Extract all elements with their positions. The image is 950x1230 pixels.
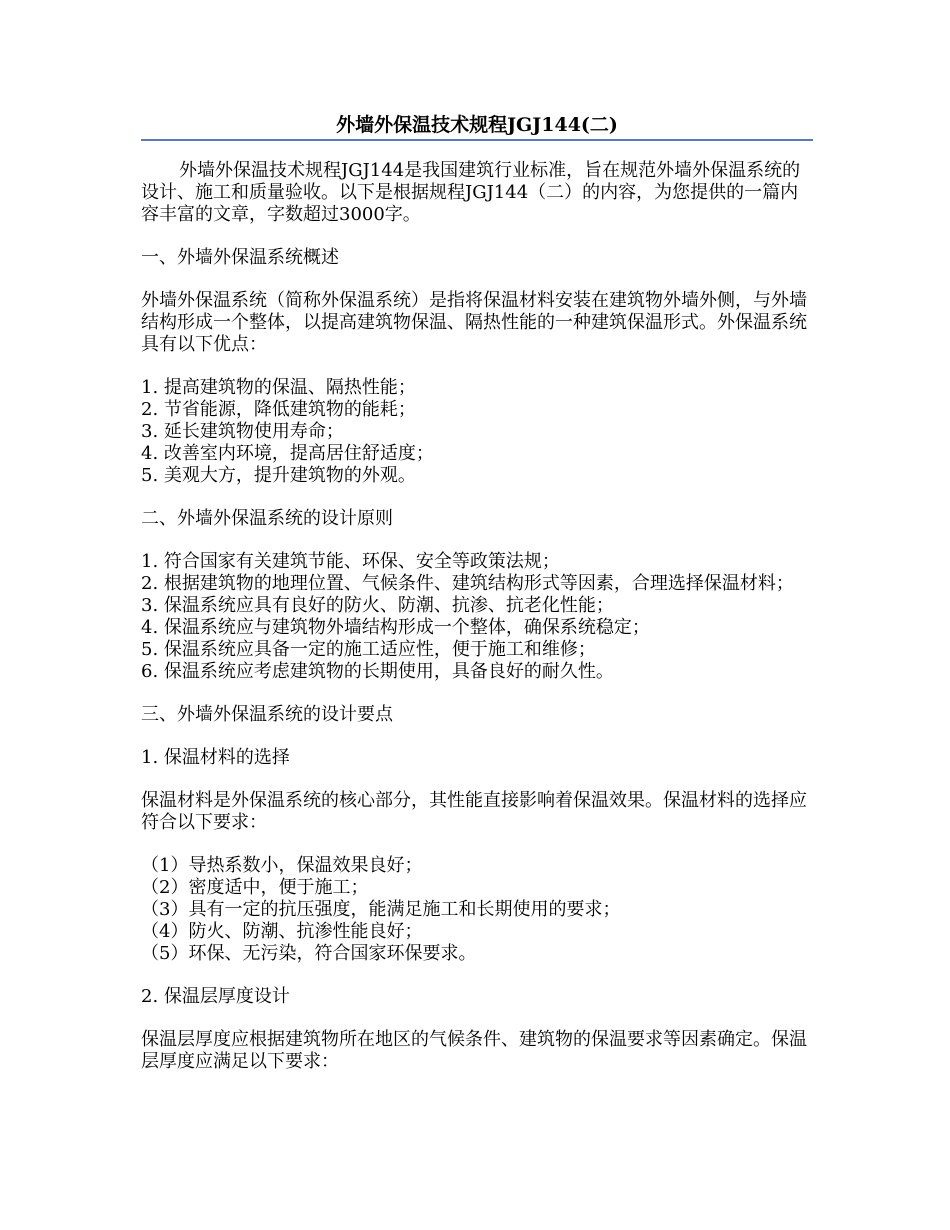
- subsection-1-heading: 1. 保温材料的选择: [141, 747, 290, 768]
- list-item: 1. 符合国家有关建筑节能、环保、安全等政策法规；: [141, 551, 560, 572]
- section-3-heading: 三、外墙外保温系统的设计要点: [141, 704, 393, 725]
- list-item: 2. 节省能源，降低建筑物的能耗；: [141, 399, 416, 420]
- list-item: 5. 美观大方，提升建筑物的外观。: [141, 465, 416, 486]
- list-item: （1）导热系数小，保温效果良好；: [141, 855, 423, 876]
- list-item: 5. 保温系统应具备一定的施工适应性，便于施工和维修；: [141, 639, 596, 660]
- section-1-heading: 一、外墙外保温系统概述: [141, 247, 339, 268]
- section-2-list: [141, 551, 813, 683]
- list-item: 2. 根据建筑物的地理位置、气候条件、建筑结构形式等因素，合理选择保温材料；: [141, 573, 794, 594]
- section-2-heading: 二、外墙外保温系统的设计原则: [141, 508, 393, 529]
- intro-paragraph: 外墙外保温技术规程JGJ144是我国建筑行业标准，旨在规范外墙外保温系统的设计、施工和质量验收。以下是根据规程JGJ144（二）的内容，为您提供的一篇内容丰富的文章，字数超过3000字。: [141, 160, 801, 225]
- list-item: 4. 保温系统应与建筑物外墙结构形成一个整体，确保系统稳定；: [141, 617, 650, 638]
- list-item: 6. 保温系统应考虑建筑物的长期使用，具备良好的耐久性。: [141, 661, 614, 682]
- section-1-paragraph: 外墙外保温系统（简称外保温系统）是指将保温材料安装在建筑物外墙外侧，与外墙结构形成一个整体，以提高建筑物保温、隔热性能的一种建筑保温形式。外保温系统具有以下优点：: [141, 290, 807, 355]
- subsection-2-paragraph: 保温层厚度应根据建筑物所在地区的气候条件、建筑物的保温要求等因素确定。保温层厚度应满足以下要求：: [141, 1029, 807, 1072]
- list-item: 4. 改善室内环境，提高居住舒适度；: [141, 443, 434, 464]
- subsection-2-heading: 2. 保温层厚度设计: [141, 986, 290, 1007]
- list-item: 3. 保温系统应具有良好的防火、防潮、抗渗、抗老化性能；: [141, 595, 614, 616]
- title-underline: [141, 139, 813, 141]
- document-title: 外墙外保温技术规程JGJ144(二): [336, 114, 618, 136]
- section-1-list: [141, 377, 813, 487]
- list-item: （3）具有一定的抗压强度，能满足施工和长期使用的要求；: [141, 899, 621, 920]
- list-item: （5）环保、无污染，符合国家环保要求。: [141, 943, 477, 964]
- subsection-1-list: [141, 855, 813, 965]
- list-item: （4）防火、防潮、抗渗性能良好；: [141, 921, 423, 942]
- list-item: 3. 延长建筑物使用寿命；: [141, 421, 344, 442]
- subsection-1-paragraph: 保温材料是外保温系统的核心部分，其性能直接影响着保温效果。保温材料的选择应符合以下要求：: [141, 790, 807, 833]
- document-body: [141, 160, 813, 1094]
- list-item: （2）密度适中，便于施工；: [141, 877, 369, 898]
- list-item: 1. 提高建筑物的保温、隔热性能；: [141, 377, 416, 398]
